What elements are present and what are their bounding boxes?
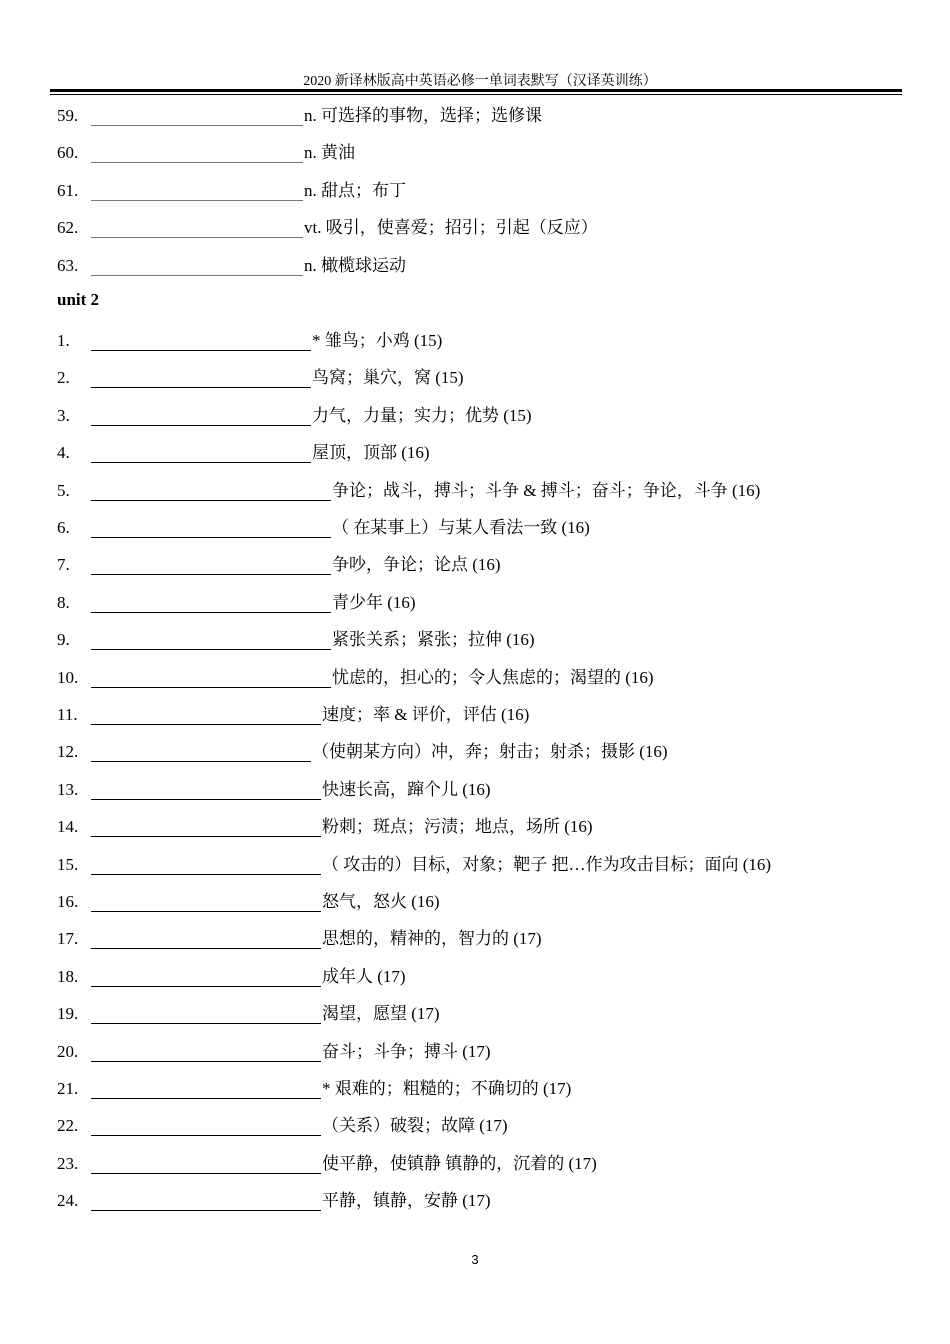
item-definition: 渴望，愿望 (17)	[322, 1004, 440, 1024]
item-definition: 力气，力量；实力；优势 (15)	[312, 405, 532, 425]
item-definition: 怒气，怒火 (16)	[322, 892, 440, 911]
list-item	[57, 961, 406, 987]
list-item	[57, 212, 598, 238]
answer-blank[interactable]	[91, 219, 303, 238]
item-definition: 青少年 (16)	[332, 592, 416, 612]
item-number: 21.	[57, 1079, 79, 1098]
item-number: 4.	[57, 443, 70, 463]
list-item	[57, 1110, 508, 1136]
item-number: 11.	[57, 705, 78, 724]
item-definition: 奋斗；斗争；搏斗 (17)	[322, 1041, 491, 1061]
list-item	[57, 1073, 571, 1099]
item-number: 60.	[57, 143, 79, 163]
item-number: 59.	[57, 106, 79, 125]
item-number: 8.	[57, 592, 70, 612]
answer-blank[interactable]	[91, 743, 311, 762]
item-definition: n. 甜点；布丁	[304, 180, 406, 200]
item-definition: （ 攻击的）目标，对象；靶子 把…作为攻击目标；面向 (16)	[322, 854, 772, 874]
answer-blank[interactable]	[91, 669, 331, 688]
answer-blank[interactable]	[91, 182, 303, 201]
item-definition: 争论；战斗，搏斗；斗争 & 搏斗；奋斗；争论，斗争 (16)	[332, 480, 761, 500]
list-item	[57, 1036, 491, 1062]
list-item	[57, 774, 491, 800]
item-definition: * 艰难的；粗糙的；不确切的 (17)	[322, 1079, 572, 1098]
answer-blank[interactable]	[91, 893, 321, 912]
item-number: 22.	[57, 1116, 79, 1136]
item-definition: （关系）破裂；故障 (17)	[322, 1116, 508, 1136]
item-number: 61.	[57, 180, 79, 200]
item-number: 15.	[57, 854, 79, 874]
page-header: 2020 新译林版高中英语必修一单词表默写（汉译英训练）	[303, 74, 657, 89]
item-definition: （使朝某方向）冲，奔；射击；射杀；摄影 (16)	[312, 742, 668, 762]
item-definition: 快速长高，蹿个儿 (16)	[322, 779, 491, 799]
list-item	[57, 250, 406, 276]
list-item	[57, 437, 430, 463]
item-number: 13.	[57, 779, 79, 799]
item-number: 1.	[57, 331, 70, 350]
item-number: 23.	[57, 1153, 79, 1173]
answer-blank[interactable]	[91, 1080, 321, 1099]
item-number: 18.	[57, 966, 79, 986]
answer-blank[interactable]	[91, 332, 311, 351]
list-item	[57, 662, 654, 688]
item-number: 14.	[57, 817, 79, 837]
answer-blank[interactable]	[91, 407, 311, 426]
item-definition: n. 黄油	[304, 143, 355, 163]
header-rule-thin	[50, 94, 902, 95]
list-item	[57, 811, 593, 837]
page-number: 3	[471, 1252, 479, 1267]
item-definition: 思想的，精神的，智力的 (17)	[322, 929, 542, 949]
list-item	[57, 849, 771, 875]
item-number: 17.	[57, 929, 79, 949]
list-item	[57, 175, 406, 201]
list-item	[57, 400, 532, 426]
item-definition: 粉刺；斑点；污渍；地点，场所 (16)	[322, 817, 593, 837]
item-definition: 鸟窝；巢穴，窝 (15)	[312, 368, 464, 388]
item-definition: n. 橄榄球运动	[304, 255, 406, 275]
item-number: 63.	[57, 255, 79, 275]
list-item	[57, 362, 464, 388]
list-item	[57, 325, 442, 351]
item-definition: （ 在某事上）与某人看法一致 (16)	[332, 518, 590, 537]
answer-blank[interactable]	[91, 444, 311, 463]
answer-blank[interactable]	[91, 519, 331, 538]
item-definition: 速度；率 & 评价，评估 (16)	[322, 705, 530, 724]
list-item	[57, 998, 440, 1024]
item-definition: 平静，镇静，安静 (17)	[322, 1191, 491, 1211]
item-number: 9.	[57, 630, 70, 650]
answer-blank[interactable]	[91, 631, 331, 650]
header-rule-thick	[50, 89, 902, 92]
answer-blank[interactable]	[91, 1192, 321, 1211]
item-definition: 争吵，争论；论点 (16)	[332, 555, 501, 575]
item-definition: * 雏鸟；小鸡 (15)	[312, 331, 443, 350]
answer-blank[interactable]	[91, 1155, 321, 1174]
answer-blank[interactable]	[91, 144, 303, 163]
item-number: 3.	[57, 405, 70, 425]
answer-blank[interactable]	[91, 856, 321, 875]
item-number: 12.	[57, 742, 79, 762]
item-number: 16.	[57, 892, 79, 911]
item-number: 6.	[57, 518, 70, 537]
item-definition: 成年人 (17)	[322, 966, 406, 986]
answer-blank[interactable]	[91, 1117, 321, 1136]
item-number: 2.	[57, 368, 70, 388]
list-item	[57, 512, 590, 538]
answer-blank[interactable]	[91, 556, 331, 575]
item-number: 19.	[57, 1004, 79, 1024]
list-item	[57, 137, 355, 163]
item-definition: vt. 吸引，使喜爱；招引；引起（反应）	[304, 218, 598, 238]
answer-blank[interactable]	[91, 930, 321, 949]
item-definition: n. 可选择的事物，选择；选修课	[304, 106, 542, 125]
item-number: 62.	[57, 218, 79, 238]
list-item	[57, 1185, 491, 1211]
item-number: 10.	[57, 667, 79, 687]
item-definition: 屋顶，顶部 (16)	[312, 443, 430, 463]
list-item	[57, 1148, 597, 1174]
item-definition: 忧虑的，担心的；令人焦虑的；渴望的 (16)	[332, 667, 654, 687]
item-number: 20.	[57, 1041, 79, 1061]
answer-blank[interactable]	[91, 1043, 321, 1062]
answer-blank[interactable]	[91, 107, 303, 126]
list-item	[57, 549, 501, 575]
item-number: 7.	[57, 555, 70, 575]
item-number: 5.	[57, 480, 70, 500]
section-title: unit 2	[57, 290, 100, 309]
answer-blank[interactable]	[91, 257, 303, 276]
list-item	[57, 100, 542, 126]
item-definition: 使平静，使镇静 镇静的，沉着的 (17)	[322, 1153, 597, 1173]
answer-blank[interactable]	[91, 968, 321, 987]
list-item	[57, 923, 542, 949]
answer-blank[interactable]	[91, 482, 331, 501]
item-number: 24.	[57, 1191, 79, 1211]
answer-blank[interactable]	[91, 1005, 321, 1024]
answer-blank[interactable]	[91, 818, 321, 837]
list-item	[57, 699, 529, 725]
answer-blank[interactable]	[91, 594, 331, 613]
answer-blank[interactable]	[91, 706, 321, 725]
list-item	[57, 886, 440, 912]
list-item	[57, 736, 668, 762]
list-item	[57, 475, 760, 501]
list-item	[57, 587, 416, 613]
item-definition: 紧张关系；紧张；拉伸 (16)	[332, 630, 535, 650]
answer-blank[interactable]	[91, 369, 311, 388]
answer-blank[interactable]	[91, 781, 321, 800]
list-item	[57, 624, 535, 650]
